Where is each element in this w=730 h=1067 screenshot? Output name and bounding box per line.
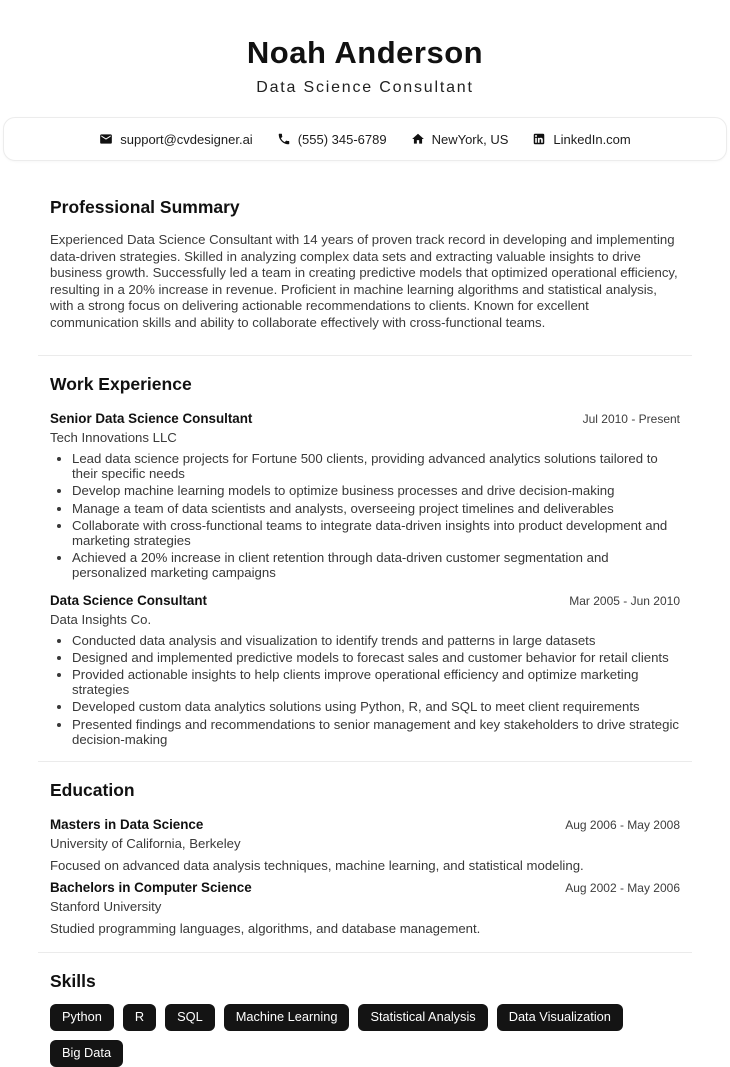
- job-bullet: • Manage a team of data scientists and analysts, overseeing project timelines and deliverables: [72, 501, 680, 516]
- job-title: Senior Data Science Consultant: [50, 411, 253, 426]
- skill-badge: Python: [50, 1004, 114, 1031]
- job-bullet: • Presented findings and recommendations to senior management and key stakeholders to drive strategic decision-making: [72, 717, 680, 747]
- contact-location-text: NewYork, US: [431, 131, 509, 147]
- section-divider: [38, 355, 692, 356]
- contact-bar: [3, 117, 727, 161]
- contact-email[interactable]: [99, 132, 252, 147]
- job-bullet: • Conducted data analysis and visualization to identify trends and patterns in large datasets: [72, 633, 680, 648]
- degree-title: Bachelors in Computer Science: [50, 880, 252, 896]
- email-icon: [99, 132, 113, 146]
- degree-school: University of California, Berkeley: [50, 836, 241, 852]
- skill-badge: Big Data: [50, 1040, 123, 1067]
- job-dates: Jul 2010 - Present: [582, 412, 680, 426]
- section-work-experience: [50, 374, 680, 747]
- job-company: Data Insights Co.: [50, 611, 152, 627]
- job-title: Data Science Consultant: [50, 592, 208, 608]
- skill-badge: Statistical Analysis: [358, 1004, 487, 1031]
- resume-header: [0, 0, 730, 97]
- degree-header: [50, 880, 680, 896]
- contact-phone: [277, 132, 387, 147]
- summary-text: Experienced Data Science Consultant with 14 years of proven track record in developing and implementing data-driven strategies. Skilled in analyzing complex data sets and extracting valuable insights to drive business growth. Successfully led a team in creating predictive models that optimized operational efficiency, resulting in a 20% increase in revenue. Proficient in machine learning algorithms and statistical analysis, with a strong focus on delivering actionable recommendations to clients. Known for excellent communication skills and ability to collaborate effectively with cross-functional teams.: [50, 232, 678, 330]
- degree-description: Studied programming languages, algorithms, and database management.: [50, 921, 481, 937]
- skill-badge: SQL: [165, 1004, 215, 1031]
- candidate-name: Noah Anderson: [246, 35, 484, 70]
- degree-title: Masters in Data Science: [50, 817, 204, 833]
- skill-badge: Machine Learning: [224, 1004, 350, 1031]
- degree-school: Stanford University: [50, 899, 162, 915]
- education-heading: Education: [50, 780, 135, 801]
- skills-heading: Skills: [50, 971, 96, 992]
- candidate-job-title: Data Science Consultant: [256, 79, 474, 96]
- job-bullet-list: [50, 633, 680, 747]
- degree-description: Focused on advanced data analysis techniques, machine learning, and statistical modeling.: [50, 858, 584, 874]
- job-bullet: • Designed and implemented predictive models to forecast sales and customer behavior for retail clients: [72, 650, 680, 665]
- job-bullet: • Develop machine learning models to optimize business processes and drive decision-making: [72, 483, 680, 498]
- contact-linkedin-text: LinkedIn.com: [553, 131, 631, 147]
- home-icon: [411, 132, 425, 146]
- job-entry: [50, 411, 680, 581]
- job-header: [50, 411, 680, 427]
- degree-entry: [50, 817, 680, 874]
- job-company: Tech Innovations LLC: [50, 430, 177, 445]
- job-bullet: • Lead data science projects for Fortune 500 clients, providing advanced analytics solutions tailored to their specific needs: [72, 451, 680, 481]
- work-experience-heading: Work Experience: [50, 374, 192, 394]
- job-bullet: • Collaborate with cross-functional teams to integrate data-driven insights into product development and marketing strategies: [72, 518, 680, 548]
- linkedin-icon: [532, 132, 546, 146]
- job-entry: [50, 593, 680, 747]
- degree-header: [50, 817, 680, 833]
- degree-entry: [50, 880, 680, 937]
- skill-badge: Data Visualization: [497, 1004, 623, 1031]
- section-divider: [38, 761, 692, 762]
- degree-dates: Aug 2006 - May 2008: [565, 818, 680, 833]
- contact-location: [411, 132, 509, 147]
- degree-dates: Aug 2002 - May 2006: [565, 881, 680, 896]
- section-divider: [38, 952, 692, 953]
- phone-icon: [277, 132, 291, 146]
- job-bullet: • Provided actionable insights to help clients improve operational efficiency and optimize marketing strategies: [72, 667, 680, 697]
- resume-body: [0, 197, 730, 1067]
- job-dates: Mar 2005 - Jun 2010: [569, 593, 680, 608]
- skills-list: [50, 1004, 680, 1067]
- section-skills: [50, 971, 680, 1067]
- summary-heading: Professional Summary: [50, 197, 240, 217]
- skill-badge: R: [123, 1004, 156, 1031]
- job-bullet: • Achieved a 20% increase in client retention through data-driven customer segmentation and personalized marketing campaigns: [72, 550, 680, 580]
- contact-linkedin[interactable]: [532, 132, 630, 147]
- section-professional-summary: [50, 197, 680, 331]
- contact-email-text: support@cvdesigner.ai: [120, 131, 253, 147]
- contact-phone-text: (555) 345-6789: [297, 131, 387, 147]
- job-bullet-list: [50, 451, 680, 581]
- section-education: [50, 780, 680, 937]
- job-bullet: • Developed custom data analytics solutions using Python, R, and SQL to meet client requirements: [72, 699, 680, 714]
- job-header: [50, 593, 680, 609]
